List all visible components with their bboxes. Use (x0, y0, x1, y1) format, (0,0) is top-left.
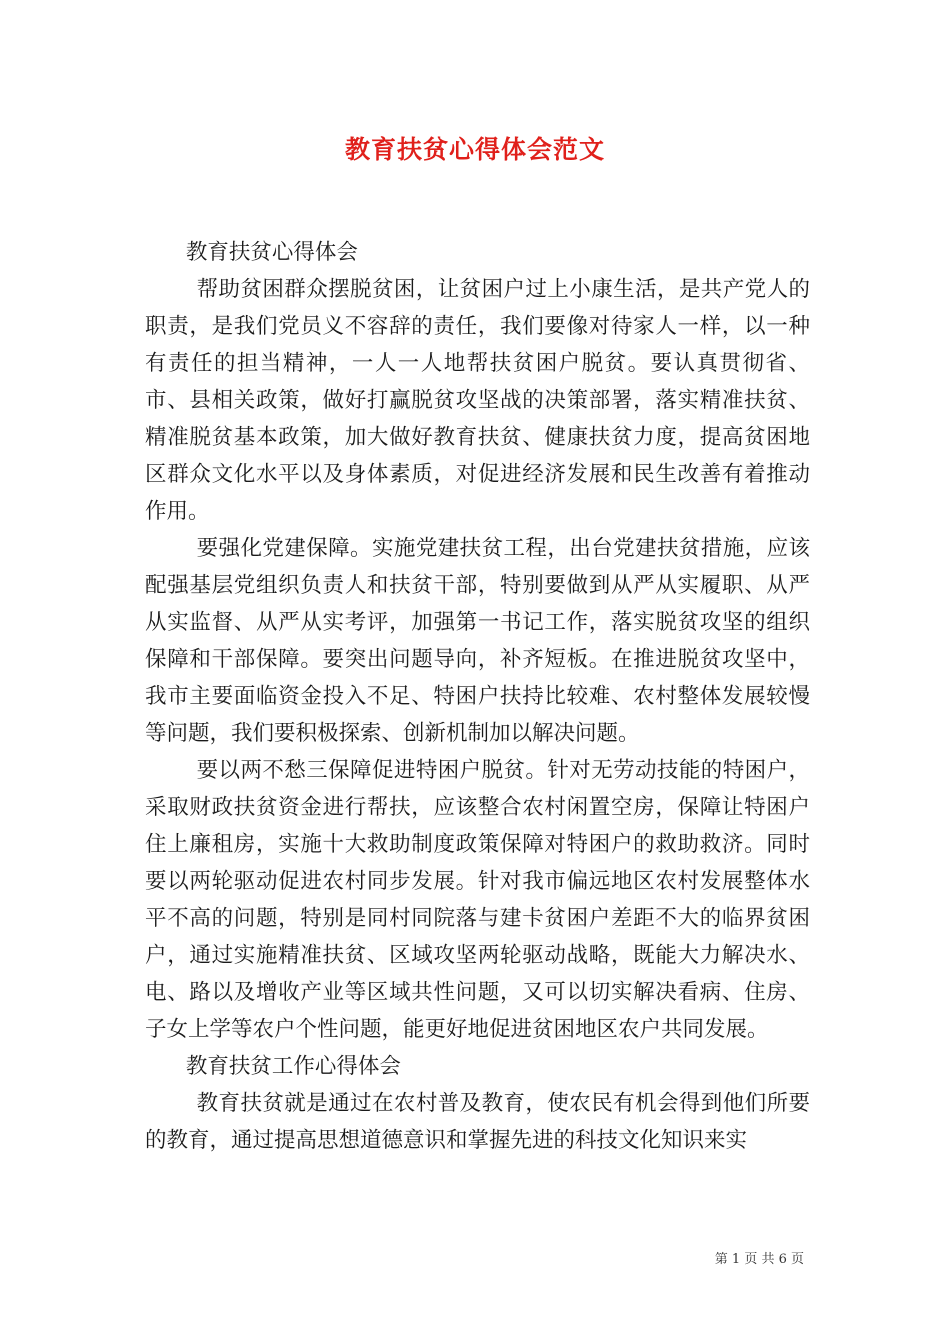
section-heading: 教育扶贫工作心得体会 (185, 1054, 401, 1079)
paragraph: 要强化党建保障。实施党建扶贫工程，出台党建扶贫措施，应该配强基层党组织负责人和扶贫干部，特别要做到从严从实履职、从严从实监督、从严从实考评，加强第一书记工作，落实脱贫攻坚的组织保障和干部保障。要突出问题导向，补齐短板。在推进脱贫攻坚中，我市主要面临资金投入不足、特困户扶持比较难、农村整体发展较慢等问题，我们要积极探索、创新机制加以解决问题。 (145, 536, 810, 746)
paragraph: 要以两不愁三保障促进特困户脱贫。针对无劳动技能的特困户，采取财政扶贫资金进行帮扶，应该整合农村闲置空房，保障让特困户住上廉租房，实施十大救助制度政策保障对特困户的救助救济。同时要以两轮驱动促进农村同步发展。针对我市偏远地区农村发展整体水平不高的问题，特别是同村同院落与建卡贫困户差距不大的临界贫困户，通过实施精准扶贫、区域攻坚两轮驱动战略，既能大力解决水、电、路以及增收产业等区域共性问题，又可以切实解决看病、住房、子女上学等农户个性问题，能更好地促进贫困地区农户共同发展。 (145, 758, 810, 1042)
section-heading: 教育扶贫心得体会 (185, 240, 358, 265)
paragraph: 帮助贫困群众摆脱贫困，让贫困户过上小康生活，是共产党人的职责，是我们党员义不容辞的责任，我们要像对待家人一样，以一种有责任的担当精神，一人一人地帮扶贫困户脱贫。要认真贯彻省、市、县相关政策，做好打赢脱贫攻坚战的决策部署，落实精准扶贫、精准脱贫基本政策，加大做好教育扶贫、健康扶贫力度，提高贫困地区群众文化水平以及身体素质，对促进经济发展和民生改善有着推动作用。 (145, 277, 810, 524)
document-body (145, 234, 810, 1159)
document-title: 教育扶贫心得体会范文 (344, 135, 605, 164)
paragraph: 教育扶贫就是通过在农村普及教育，使农民有机会得到他们所要的教育，通过提高思想道德意识和掌握先进的科技文化知识来实 (145, 1091, 810, 1153)
page-footer: 第 1 页 共 6 页 (714, 1252, 804, 1267)
